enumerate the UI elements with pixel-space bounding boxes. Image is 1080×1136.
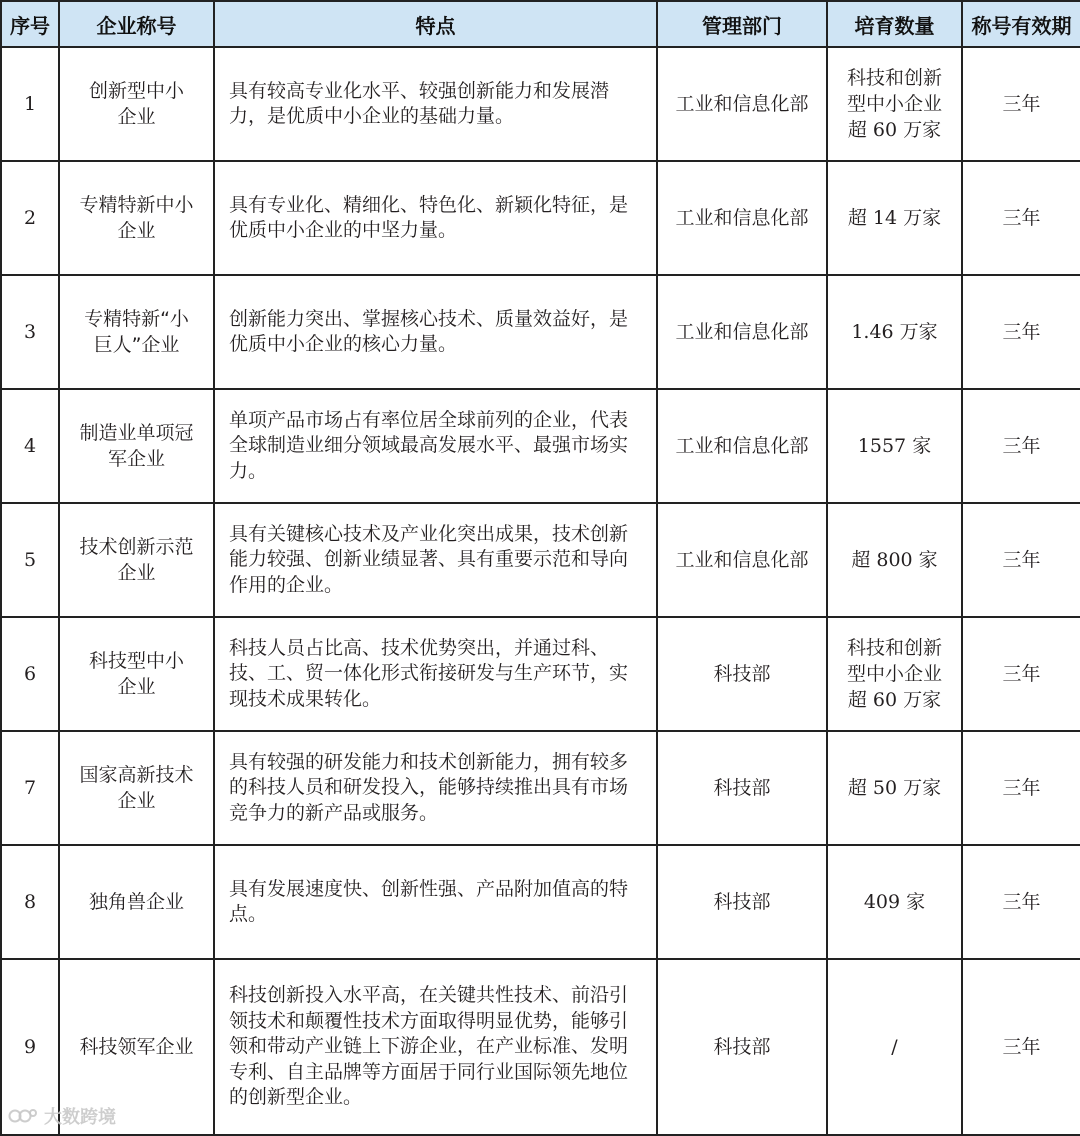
cell-count: / bbox=[827, 959, 962, 1135]
cell-department: 科技部 bbox=[657, 617, 827, 731]
cell-title: 专精特新中小 企业 bbox=[59, 161, 214, 275]
cell-index: 5 bbox=[1, 503, 59, 617]
cell-features: 具有发展速度快、创新性强、产品附加值高的特点。 bbox=[214, 845, 657, 959]
cell-count: 超 14 万家 bbox=[827, 161, 962, 275]
logo-mark-icon bbox=[8, 1105, 38, 1127]
cell-features: 单项产品市场占有率位居全球前列的企业，代表全球制造业细分领域最高发展水平、最强市场实力。 bbox=[214, 389, 657, 503]
cell-features: 具有关键核心技术及产业化突出成果，技术创新能力较强、创新业绩显著、具有重要示范和导向作用的企业。 bbox=[214, 503, 657, 617]
header-title: 企业称号 bbox=[59, 1, 214, 47]
table-row bbox=[1, 617, 1080, 731]
cell-title: 创新型中小 企业 bbox=[59, 47, 214, 161]
header-features: 特点 bbox=[214, 1, 657, 47]
cell-count: 1.46 万家 bbox=[827, 275, 962, 389]
cell-index: 9 bbox=[1, 959, 59, 1135]
cell-validity: 三年 bbox=[962, 161, 1080, 275]
cell-features: 具有专业化、精细化、特色化、新颖化特征，是优质中小企业的中坚力量。 bbox=[214, 161, 657, 275]
cell-features: 具有较高专业化水平、较强创新能力和发展潜力，是优质中小企业的基础力量。 bbox=[214, 47, 657, 161]
cell-title: 国家高新技术 企业 bbox=[59, 731, 214, 845]
cell-title: 专精特新“小 巨人”企业 bbox=[59, 275, 214, 389]
cell-title: 科技领军企业 bbox=[59, 959, 214, 1135]
cell-index: 8 bbox=[1, 845, 59, 959]
cell-department: 工业和信息化部 bbox=[657, 161, 827, 275]
cell-index: 4 bbox=[1, 389, 59, 503]
table-row bbox=[1, 161, 1080, 275]
cell-features: 具有较强的研发能力和技术创新能力，拥有较多的科技人员和研发投入，能够持续推出具有市场竞争力的新产品或服务。 bbox=[214, 731, 657, 845]
cell-department: 工业和信息化部 bbox=[657, 389, 827, 503]
table-row bbox=[1, 731, 1080, 845]
cell-validity: 三年 bbox=[962, 503, 1080, 617]
cell-validity: 三年 bbox=[962, 617, 1080, 731]
cell-department: 工业和信息化部 bbox=[657, 503, 827, 617]
cell-count: 科技和创新 型中小企业 超 60 万家 bbox=[827, 47, 962, 161]
header-validity: 称号有效期 bbox=[962, 1, 1080, 47]
cell-index: 3 bbox=[1, 275, 59, 389]
table-row bbox=[1, 959, 1080, 1135]
cell-validity: 三年 bbox=[962, 731, 1080, 845]
cell-index: 1 bbox=[1, 47, 59, 161]
table-row bbox=[1, 389, 1080, 503]
table-row bbox=[1, 845, 1080, 959]
cell-validity: 三年 bbox=[962, 47, 1080, 161]
cell-count: 科技和创新 型中小企业 超 60 万家 bbox=[827, 617, 962, 731]
cell-department: 工业和信息化部 bbox=[657, 47, 827, 161]
watermark-text: 大数跨境 bbox=[44, 1107, 116, 1128]
cell-title: 制造业单项冠 军企业 bbox=[59, 389, 214, 503]
cell-index: 6 bbox=[1, 617, 59, 731]
cell-department: 工业和信息化部 bbox=[657, 275, 827, 389]
cell-validity: 三年 bbox=[962, 845, 1080, 959]
cell-department: 科技部 bbox=[657, 731, 827, 845]
cell-features: 科技创新投入水平高，在关键共性技术、前沿引领技术和颠覆性技术方面取得明显优势，能够引领和带动产业链上下游企业，在产业标准、发明专利、自主品牌等方面居于同行业国际领先地位的创新型企业。 bbox=[214, 959, 657, 1135]
cell-index: 7 bbox=[1, 731, 59, 845]
cell-department: 科技部 bbox=[657, 959, 827, 1135]
cell-title: 技术创新示范 企业 bbox=[59, 503, 214, 617]
table-row bbox=[1, 47, 1080, 161]
header-department: 管理部门 bbox=[657, 1, 827, 47]
table-row bbox=[1, 275, 1080, 389]
cell-title: 独角兽企业 bbox=[59, 845, 214, 959]
table-row bbox=[1, 503, 1080, 617]
table-header-row bbox=[1, 1, 1080, 47]
cell-title: 科技型中小 企业 bbox=[59, 617, 214, 731]
cell-count: 超 50 万家 bbox=[827, 731, 962, 845]
cell-count: 1557 家 bbox=[827, 389, 962, 503]
cell-index: 2 bbox=[1, 161, 59, 275]
cell-department: 科技部 bbox=[657, 845, 827, 959]
cell-features: 创新能力突出、掌握核心技术、质量效益好，是优质中小企业的核心力量。 bbox=[214, 275, 657, 389]
cell-features: 科技人员占比高、技术优势突出，并通过科、技、工、贸一体化形式衔接研发与生产环节，实现技术成果转化。 bbox=[214, 617, 657, 731]
header-index: 序号 bbox=[1, 1, 59, 47]
cell-count: 超 800 家 bbox=[827, 503, 962, 617]
watermark bbox=[8, 1103, 116, 1129]
cell-count: 409 家 bbox=[827, 845, 962, 959]
cell-validity: 三年 bbox=[962, 389, 1080, 503]
cell-validity: 三年 bbox=[962, 275, 1080, 389]
cell-validity: 三年 bbox=[962, 959, 1080, 1135]
header-count: 培育数量 bbox=[827, 1, 962, 47]
